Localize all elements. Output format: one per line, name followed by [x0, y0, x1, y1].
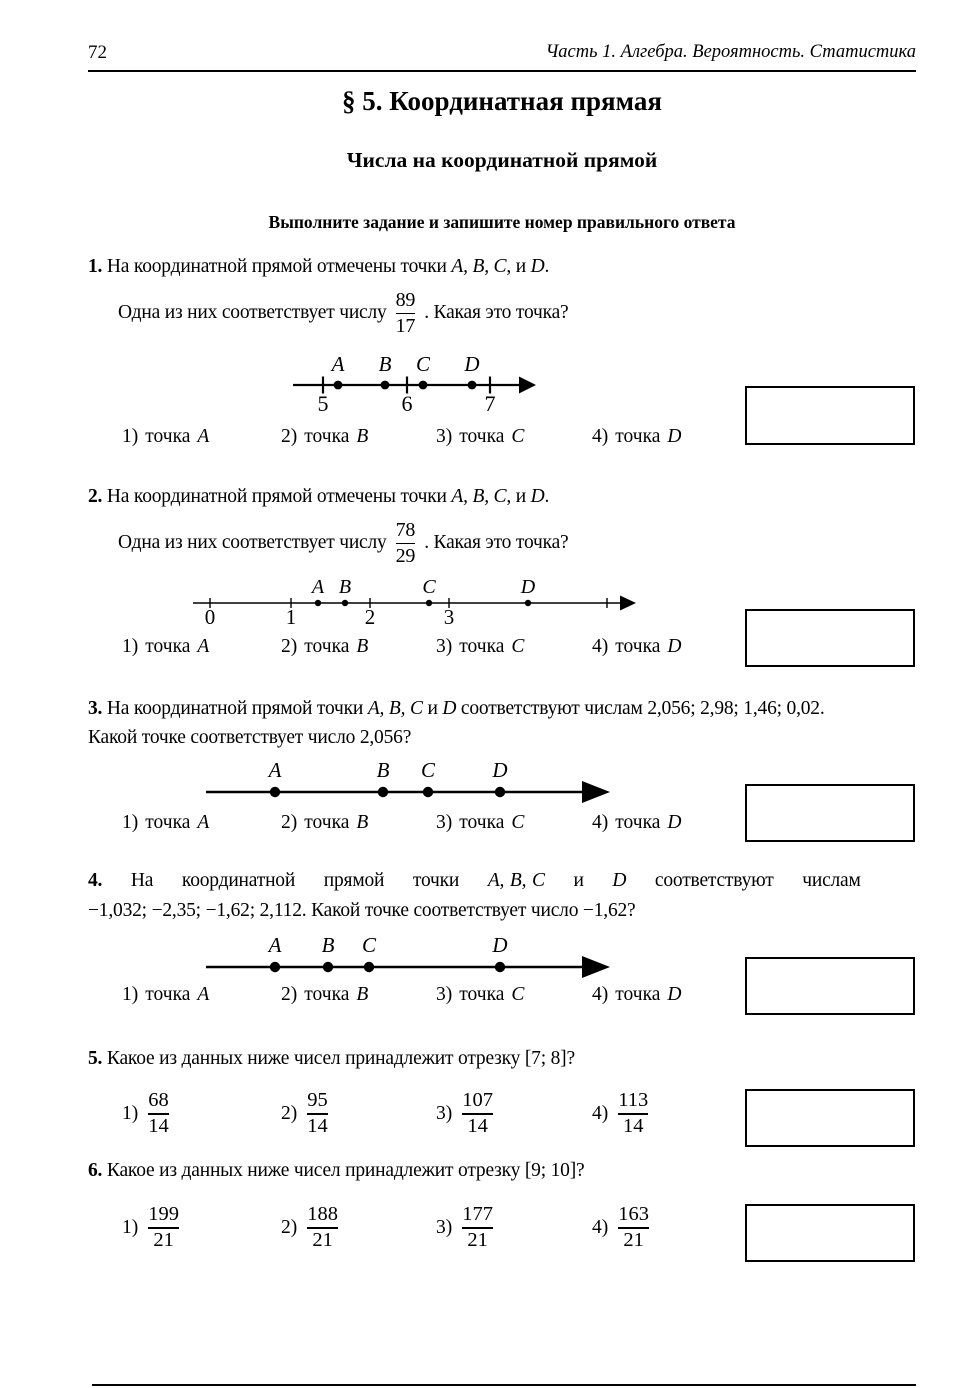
option-2: 2) точка B	[281, 812, 369, 833]
svg-text:C: C	[415, 352, 431, 376]
option-4: 4) $\frac{163}{21}$	[592, 1203, 649, 1252]
option-2: 2) точка B	[281, 636, 369, 657]
header-rule	[88, 70, 916, 72]
fraction: $\frac{107}{14}$	[462, 1089, 493, 1138]
option-3: 3) точка C	[436, 636, 525, 657]
svg-text:D: D	[464, 352, 480, 376]
problem-4-statement-line1: 4. На координатной прямой точки A, B, C и D соответствуют числам	[88, 870, 861, 891]
problem-2-question: Одна из них соответствует числу $\frac{78}{29}$ . Какая это точка?	[118, 519, 569, 567]
svg-text:3: 3	[443, 605, 455, 629]
svg-text:D: D	[520, 576, 536, 598]
option-3: 3) $\frac{107}{14}$	[436, 1089, 493, 1138]
problem-3-statement-line1: 3. На координатной прямой точки A, B, C и D соответствуют числам 2,056; 2,98; 1,46; 0,02.	[88, 698, 825, 719]
problem-3-statement-line2: Какой точке соответствует число 2,056?	[88, 727, 412, 748]
fraction-numerator: 89	[395, 289, 416, 311]
svg-text:D: D	[492, 758, 508, 782]
option-1: 1) точка A	[122, 984, 210, 1005]
number-line-2	[193, 573, 645, 641]
fraction: $\frac{199}{21}$	[148, 1203, 179, 1252]
page-number: 72	[88, 42, 107, 63]
fraction-denominator: 17	[395, 314, 416, 337]
svg-text:2: 2	[364, 605, 376, 629]
problem-1-statement: 1. На координатной прямой отмечены точки A, B, C, и D.	[88, 256, 550, 277]
svg-text:5: 5	[317, 391, 329, 416]
svg-text:A: A	[268, 758, 282, 782]
option-4: 4) точка D	[592, 984, 682, 1005]
option-1: 1) точка A	[122, 426, 210, 447]
option-4: 4) точка D	[592, 812, 682, 833]
number-line-3	[206, 754, 622, 816]
answer-box-5[interactable]	[745, 1089, 915, 1147]
option-4: 4) точка D	[592, 426, 682, 447]
fraction-denominator: 29	[395, 544, 416, 567]
fraction: $\frac{188}{21}$	[307, 1203, 338, 1252]
fraction: $\frac{113}{14}$	[618, 1089, 649, 1138]
option-1: 1) $\frac{68}{14}$	[122, 1089, 169, 1138]
option-1: 1) точка A	[122, 812, 210, 833]
svg-text:A: A	[268, 933, 282, 957]
fraction: $\frac{177}{21}$	[462, 1203, 493, 1252]
svg-text:C: C	[420, 758, 436, 782]
problem-number: 4.	[88, 870, 103, 891]
option-1: 1) точка A	[122, 636, 210, 657]
answer-box-3[interactable]	[745, 784, 915, 842]
running-title: Часть 1. Алгебра. Вероятность. Статистика	[545, 42, 916, 62]
answer-box-4[interactable]	[745, 957, 915, 1015]
instruction-text: Выполните задание и запишите номер правильного ответа	[268, 212, 736, 232]
svg-text:A: A	[311, 576, 325, 598]
fraction: $\frac{163}{21}$	[618, 1203, 649, 1252]
fraction	[394, 520, 418, 567]
svg-text:B: B	[338, 576, 352, 598]
problem-5-statement: 5. Какое из данных ниже чисел принадлежит отрезку [7; 8]?	[88, 1048, 575, 1069]
number-line-1	[293, 346, 545, 424]
answer-box-6[interactable]	[745, 1204, 915, 1262]
svg-text:1: 1	[285, 605, 297, 629]
svg-text:C: C	[422, 576, 436, 598]
option-4: 4) точка D	[592, 636, 682, 657]
problem-number: 3.	[88, 698, 103, 719]
option-4: 4) $\frac{113}{14}$	[592, 1089, 649, 1138]
svg-text:0: 0	[204, 605, 216, 629]
svg-text:B: B	[321, 933, 335, 957]
option-2: 2) $\frac{188}{21}$	[281, 1203, 338, 1252]
bottom-rule	[92, 1384, 916, 1386]
fraction: $\frac{95}{14}$	[307, 1089, 328, 1138]
fraction	[394, 290, 418, 337]
problem-number: 5.	[88, 1048, 103, 1069]
svg-text:D: D	[492, 933, 508, 957]
problem-number: 1.	[88, 256, 103, 277]
option-2: 2) точка B	[281, 426, 369, 447]
svg-text:B: B	[378, 352, 392, 376]
svg-text:B: B	[376, 758, 390, 782]
fraction: $\frac{68}{14}$	[148, 1089, 169, 1138]
option-1: 1) $\frac{199}{21}$	[122, 1203, 179, 1252]
problem-number: 2.	[88, 486, 103, 507]
fraction-numerator: 78	[395, 519, 416, 541]
number-line-4	[206, 928, 622, 990]
option-3: 3) точка C	[436, 426, 525, 447]
problem-number: 6.	[88, 1160, 103, 1181]
answer-box-1[interactable]	[745, 386, 915, 445]
problem-6-statement: 6. Какое из данных ниже чисел принадлежит отрезку [9; 10]?	[88, 1160, 585, 1181]
svg-text:A: A	[331, 352, 345, 376]
svg-text:6: 6	[401, 391, 413, 416]
subsection-title: Числа на координатной прямой	[346, 148, 658, 172]
problem-1-question: Одна из них соответствует числу $\frac{89}{17}$ . Какая это точка?	[118, 289, 569, 337]
option-2: 2) $\frac{95}{14}$	[281, 1089, 328, 1138]
section-title: § 5. Координатная прямая	[342, 86, 662, 116]
svg-text:7: 7	[484, 391, 496, 416]
option-2: 2) точка B	[281, 984, 369, 1005]
option-3: 3) точка C	[436, 812, 525, 833]
answer-box-2[interactable]	[745, 609, 915, 667]
option-3: 3) точка C	[436, 984, 525, 1005]
svg-text:C: C	[361, 933, 377, 957]
problem-4-statement-line2: −1,032; −2,35; −1,62; 2,112. Какой точке соответствует число −1,62?	[88, 900, 636, 921]
problem-2-statement: 2. На координатной прямой отмечены точки A, B, C, и D.	[88, 486, 550, 507]
option-3: 3) $\frac{177}{21}$	[436, 1203, 493, 1252]
